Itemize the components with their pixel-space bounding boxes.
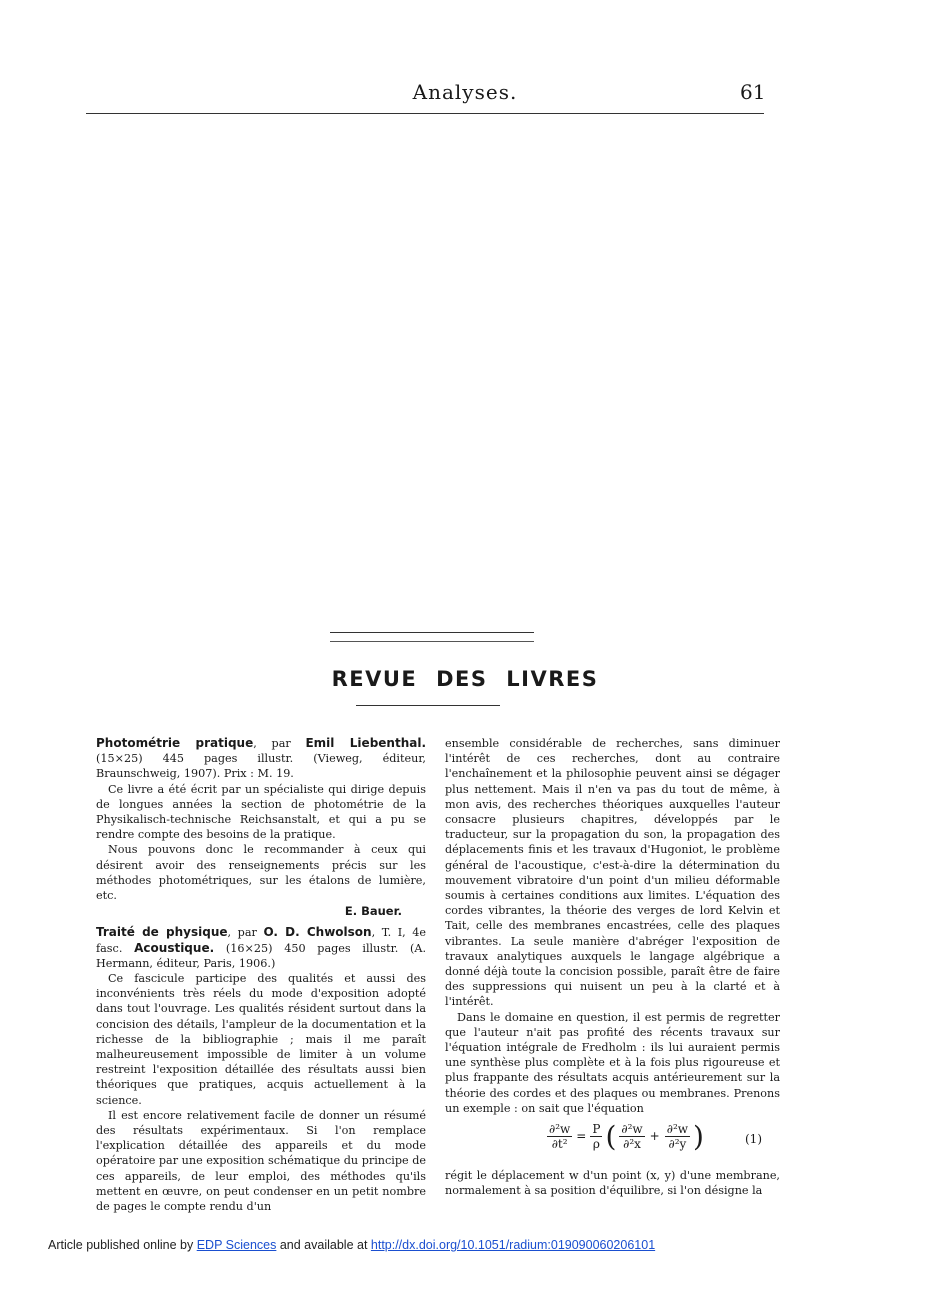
header-rule	[86, 113, 764, 114]
book-subtitle: Acoustique.	[134, 940, 215, 955]
book-details: (15×25) 445 pages illustr. (Vieweg, éditeur, Braunschweig, 1907). Prix : M. 19.	[96, 752, 426, 781]
running-title: Analyses.	[412, 80, 518, 104]
review-entry-header	[96, 925, 426, 971]
equation	[445, 1120, 780, 1166]
equation-plus: +	[649, 1128, 660, 1143]
page-number: 61	[740, 80, 766, 104]
footer-text: Article published online by	[48, 1238, 197, 1252]
footer-credit	[48, 1238, 655, 1252]
equation-coefficient-numerator: P	[592, 1122, 601, 1137]
equation-number: (1)	[745, 1132, 762, 1147]
section-title-rule	[356, 705, 500, 706]
right-column	[445, 736, 780, 1198]
equation-term-x-denominator: ∂²x	[623, 1137, 641, 1152]
equation-lhs-denominator: ∂t²	[551, 1137, 568, 1152]
equation-lhs-numerator: ∂²w	[549, 1122, 571, 1137]
equation-equals: =	[576, 1128, 587, 1143]
by-label: , par	[227, 926, 257, 940]
section-ornament	[330, 632, 534, 642]
book-title: Traité de physique	[96, 925, 228, 940]
review-paragraph: Ce fascicule participe des qualités et aussi des inconvénients très réels du mode d'exposition adopté dans tout l'ouvrage. Les qualités résident surtout dans la concision des détails, l'ampleur de la documentation et la richesse de la bibliographie ; mais il me paraît malheureusement impossible de limiter à un volume restreint l'exposition détaillée des résultats aussi bien théoriques que pratiques, acquis actuellement à la science.	[96, 972, 426, 1107]
review-paragraph: Il est encore relativement facile de donner un résumé des résultats expérimentaux. Si l'on remplace l'explication détaillée des appareils et du mode opératoire par une exposition schématique du principe de ces appareils, de leur emploi, des méthodes qu'ils mettent en œuvre, on peut condenser en un petit nombre de pages le compte rendu d'un	[96, 1108, 426, 1214]
review-paragraph: régit le déplacement w d'un point (x, y) d'une membrane, normalement à sa position d'équilibre, si l'on désigne la	[445, 1169, 780, 1198]
section-title: REVUE DES LIVRES	[331, 667, 599, 691]
book-author: Emil Liebenthal.	[305, 736, 427, 750]
doi-link[interactable]: http://dx.doi.org/10.1051/radium:019090060206101	[370, 1238, 656, 1252]
review-paragraph: Nous pouvons donc le recommander à ceux qui désirent avoir des renseignements précis sur les méthodes photométriques, sur les étalons de lumière, etc.	[96, 843, 426, 903]
by-label: , par	[253, 737, 291, 750]
equation-term-x-numerator: ∂²w	[621, 1122, 643, 1137]
review-paragraph: Ce livre a été écrit par un spécialiste qui dirige depuis de longues années la section de photométrie de la Physikalisch-technische Reichsanstalt, et qui a pu se rendre compte des besoins de la pratique.	[96, 782, 426, 842]
equation-term-y-denominator: ∂²y	[668, 1137, 687, 1152]
left-paren: (	[605, 1119, 617, 1153]
equation-term-x	[619, 1122, 644, 1151]
equation-coefficient	[590, 1122, 602, 1151]
equation-lhs	[547, 1122, 572, 1151]
equation-term-y	[665, 1122, 690, 1151]
right-paren: )	[693, 1119, 704, 1153]
equation-coefficient-denominator: ρ	[592, 1137, 600, 1152]
review-entry-header	[96, 736, 426, 782]
review-paragraph: Dans le domaine en question, il est permis de regretter que l'auteur n'ait pas profité des récents travaux sur l'équation intégrale de Fredholm : ils lui auraient permis une synthèse plus complète et à la fois plus rigoureuse et plus frappante des résultats acquis antérieurement sur la théorie des cordes et des plaques ou membranes. Prenons un exemple : on sait que l'équation	[445, 1010, 780, 1115]
publisher-link[interactable]: EDP Sciences	[196, 1238, 277, 1252]
book-title: Photométrie pratique	[96, 736, 254, 750]
book-volume: , T. I, 4e fasc.	[96, 926, 427, 955]
book-details: (16×25) 450 pages illustr. (A. Hermann, éditeur, Paris, 1906.)	[96, 941, 426, 970]
equation-body	[545, 1119, 705, 1153]
left-column	[96, 736, 426, 1214]
review-paragraph: ensemble considérable de recherches, sans diminuer l'intérêt de ces recherches, dont au contraire l'enchaînement et la philosophie peuvent ainsi se dégager plus nettement. Mais il n'en va pas du tout de même, à mon avis, des recherches théoriques auxquelles l'auteur consacre plusieurs chapitres, développés par le traducteur, sur la propagation du son, la propagation des déplacements finis et les travaux d'Hugoniot, le problème général de l'acoustique, c'est-à-dire la détermination du mouvement vibratoire d'un point d'un milieu déformable soumis à certaines conditions aux limites. L'équation des cordes vibrantes, la théorie des verges de lord Kelvin et Tait, celle des membranes encastrées, celle des plaques vibrantes. La seule manière d'abréger l'exposition de travaux analytiques auxquels le langage algébrique a donné déjà toute la concision possible, paraît être de faire des suppressions qui nuisent un peu à la clarté et à l'intérêt.	[445, 737, 780, 1009]
review-signature: E. Bauer.	[344, 904, 402, 919]
book-author: O. D. Chwolson	[263, 925, 372, 940]
equation-term-y-numerator: ∂²w	[666, 1122, 689, 1137]
footer-text: and available at	[276, 1238, 371, 1252]
